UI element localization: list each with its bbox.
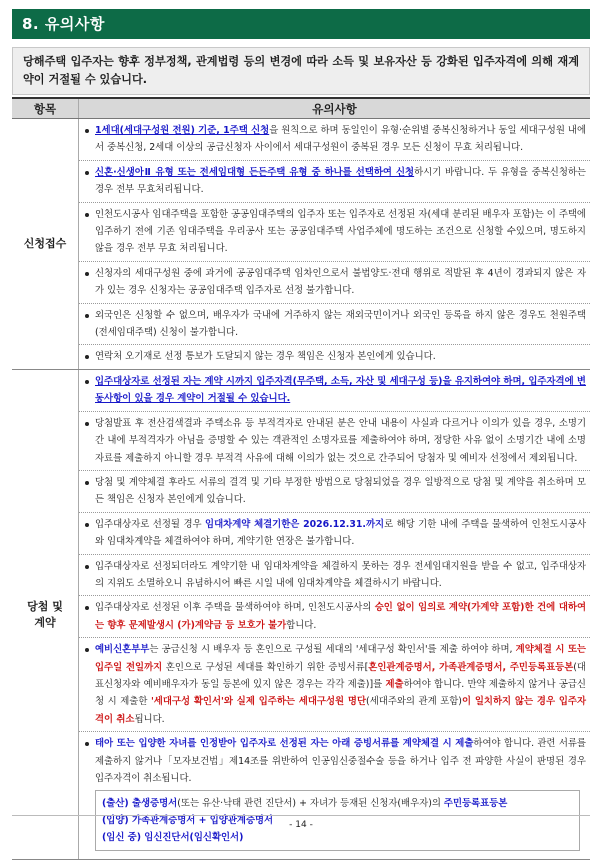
item-text: 하여야 합니다. 관련 서류를 제출하지 않거나「모자보건법」제14조를 위반하여 인공임신중절수술 등을 하거나 입주 전 파양한 사실이 판명된 경우 입주자격이 취소됩니다. (95, 738, 586, 784)
warning-text: 이 일치하지 않는 경우 입주자격이 취소 (95, 696, 586, 725)
list-item (79, 471, 590, 513)
category-label: 신청접수 (23, 236, 67, 250)
item-text: (세대주와의 관계 포함) (366, 696, 462, 708)
list-item (79, 732, 590, 859)
category-application (12, 119, 79, 370)
doc-text: (또는 유산·낙태 관련 진단서) + 자녀가 등재된 신청자(배우자)의 (177, 798, 444, 810)
highlight-text: 예비신혼부부 (95, 644, 150, 656)
item-text: 로 해당 기한 내에 주택을 물색하여 인천도시공사와 임대차계약을 체결하여야 하며, 계약기한 연장은 불가합니다. (95, 518, 586, 548)
item-text: 입주대상자로 선정된 이후 주택을 물색하여야 하며, 인천도시공사의 (95, 602, 375, 614)
item-text: 는 공급신청 시 배우자 등 혼인으로 구성될 세대의 '세대구성 확인서'를 제출 하여야 하며, (149, 644, 516, 656)
highlight-text: 신혼·신생아Ⅱ 유형 또는 전세임대형 든든주택 유형 중 하나를 선택하여 신청 (95, 166, 415, 178)
list-item (79, 596, 590, 638)
item-text: 당첨 및 계약체결 후라도 서류의 결격 및 기타 부정한 방법으로 당첨되었을 경우 일방적으로 당첨 및 계약을 취소하며 모든 책임은 신청자 본인에게 있습니다. (95, 476, 586, 506)
doc-line-birth (102, 795, 573, 812)
list-item (79, 262, 590, 304)
item-text: 외국인은 신청할 수 없으며, 배우자가 국내에 거주하지 않는 재외국민이거나 외국인 등록을 하지 않은 경우도 천원주택(전세임대주택) 신청이 불가합니다. (95, 309, 586, 339)
list-item (79, 513, 590, 555)
notes-cell (79, 369, 591, 860)
item-text: 을 원칙으로 하며 동일인이 유형·순위별 중복신청하거나 동일 세대구성원 내에서 중복신청, 2세대 이상의 공급신청자 사이에서 세대구성원이 중복된 경우 모든 신청이 무효 처리됩니다. (95, 125, 587, 154)
notes-list (79, 119, 590, 369)
warning-text: 제출 (385, 678, 404, 690)
list-item (79, 345, 590, 368)
item-text: 합니다. (286, 619, 317, 631)
list-item (79, 638, 590, 732)
item-text: 입주대상자로 선정되더라도 계약기한 내 임대차계약을 체결하지 못하는 경우 전세임대지원을 받을 수 없고, 입주대상자의 지위도 소멸하오니 유념하시어 빠른 시일 내에 임대차계약을 체결하시기 바랍니다. (95, 560, 586, 589)
item-text: 입주대상자로 선정될 경우 (95, 518, 206, 530)
list-item (79, 119, 590, 161)
doc-name: (출산) 출생증명서 (102, 798, 178, 810)
list-item (79, 370, 590, 412)
warning-text: '세대구성 확인서'와 실제 입주하는 세대구성원 명단 (150, 696, 367, 708)
list-item (79, 203, 590, 262)
section-title: 8. 유의사항 (12, 9, 590, 39)
item-text: 혼인으로 구성된 세대를 확인하기 위한 증빙서류[ (162, 661, 369, 673)
list-item (79, 304, 590, 346)
category-label: 계약 (34, 615, 56, 629)
notice-box: 당해주택 입주자는 향후 정부정책, 관계법령 등의 변경에 따라 소득 및 보유자산 등 강화된 입주자격에 의해 재계약이 거절될 수 있습니다. (12, 47, 590, 95)
item-text: 당첨발표 후 전산검색결과 주택소유 등 부적격자로 안내된 분은 안내 내용이 사실과 다르거나 이의가 있을 경우, 소명기간 내에 부적격자가 아님을 증명할 수 있는 객관적인 소명자료를 제출하여야 하며, 정당한 사유 없이 소명기간 내에 소명자료를 제출하지 아니할 경우 부적격 사유에 대해 이의가 없는 것으로 간주되어 당첨자 및 예비자 선정에서 제외됩니다. (95, 417, 586, 464)
highlight-text: 입주대상자로 선정된 자는 계약 시까지 입주자격(무주택, 소득, 자산 및 세대구성 등)을 유지하여야 하며, 입주자격에 변동사항이 있을 경우 계약이 거절될 수 있습니다. (95, 375, 586, 405)
item-text: 됩니다. (134, 713, 165, 725)
table-row (12, 119, 590, 370)
item-text: 하여야 합니다. 만약 제출하지 않거나 공급신청 시 제출한 (95, 678, 586, 708)
doc-line-adoption: (입양) 가족관계증명서 + 입양관계증명서 (102, 815, 274, 827)
item-text: 신청자의 세대구성원 중에 과거에 공공임대주택 임차인으로서 불법양도·전대 행위로 적발된 후 4년이 경과되지 않은 자가 있는 경우 신청자는 공공임대주택 입주자로 선정 불가합니다. (95, 267, 586, 297)
warning-text: 혼인관계증명서, 가족관계증명서, 주민등록표등본 (368, 661, 574, 673)
item-text: 하시기 바랍니다. 두 유형을 중복신청하는 경우 전부 무효처리됩니다. (95, 166, 586, 196)
item-text: (대표신청자와 예비배우자가 동일 등본에 있지 않은 경우는 각각 제출)]를 (95, 661, 586, 690)
notes-table (12, 97, 590, 860)
notes-cell (79, 119, 591, 370)
column-header-item: 항목 (12, 98, 79, 119)
table-row (12, 369, 590, 860)
list-item (79, 161, 590, 203)
highlight-text: 임대차계약 체결기한은 2026.12.31.까지 (205, 518, 385, 530)
item-text: 연락처 오기재로 선정 통보가 도달되지 않는 경우 책임은 신청자 본인에게 있습니다. (95, 351, 436, 363)
item-text: 인천도시공사 임대주택을 포함한 공공임대주택의 입주자 또는 입주자로 선정된 자(세대 분리된 배우자 포함)는 이 주택에 입주하기 전에 기존 임대주택을 우리공사 또는 공공임대주택 사업주체에 명도하는 조건으로 신청할 수있으며, 명도하지 않을 경우 전부 무효 처리됩니다. (95, 208, 586, 255)
list-item (79, 555, 590, 597)
table-header-row (12, 98, 590, 119)
doc-line-pregnancy: (임신 중) 임신진단서(임신확인서) (102, 832, 244, 844)
column-header-note: 유의사항 (79, 98, 591, 119)
highlight-text: 태아 또는 입양한 자녀를 인정받아 입주자로 선정된 자는 아래 증빙서류를 계약체결 시 제출 (95, 738, 474, 750)
warning-text: 계약체결 시 또는 입주일 전일까지 (95, 644, 586, 673)
category-label: 당첨 및 (27, 599, 63, 613)
warning-text: 승인 없이 임의로 계약(가계약 포함)한 건에 대하여는 향후 문제발생시 (가)계약금 등 보호가 불가 (95, 602, 586, 631)
page-number: - 14 - (289, 820, 313, 830)
category-contract (12, 369, 79, 860)
notes-list (79, 370, 590, 860)
list-item (79, 412, 590, 471)
footer-divider (12, 815, 590, 816)
highlight-text: 1세대(세대구성원 전원) 기준, 1주택 신청 (95, 125, 270, 136)
doc-name: 주민등록표등본 (443, 798, 508, 810)
